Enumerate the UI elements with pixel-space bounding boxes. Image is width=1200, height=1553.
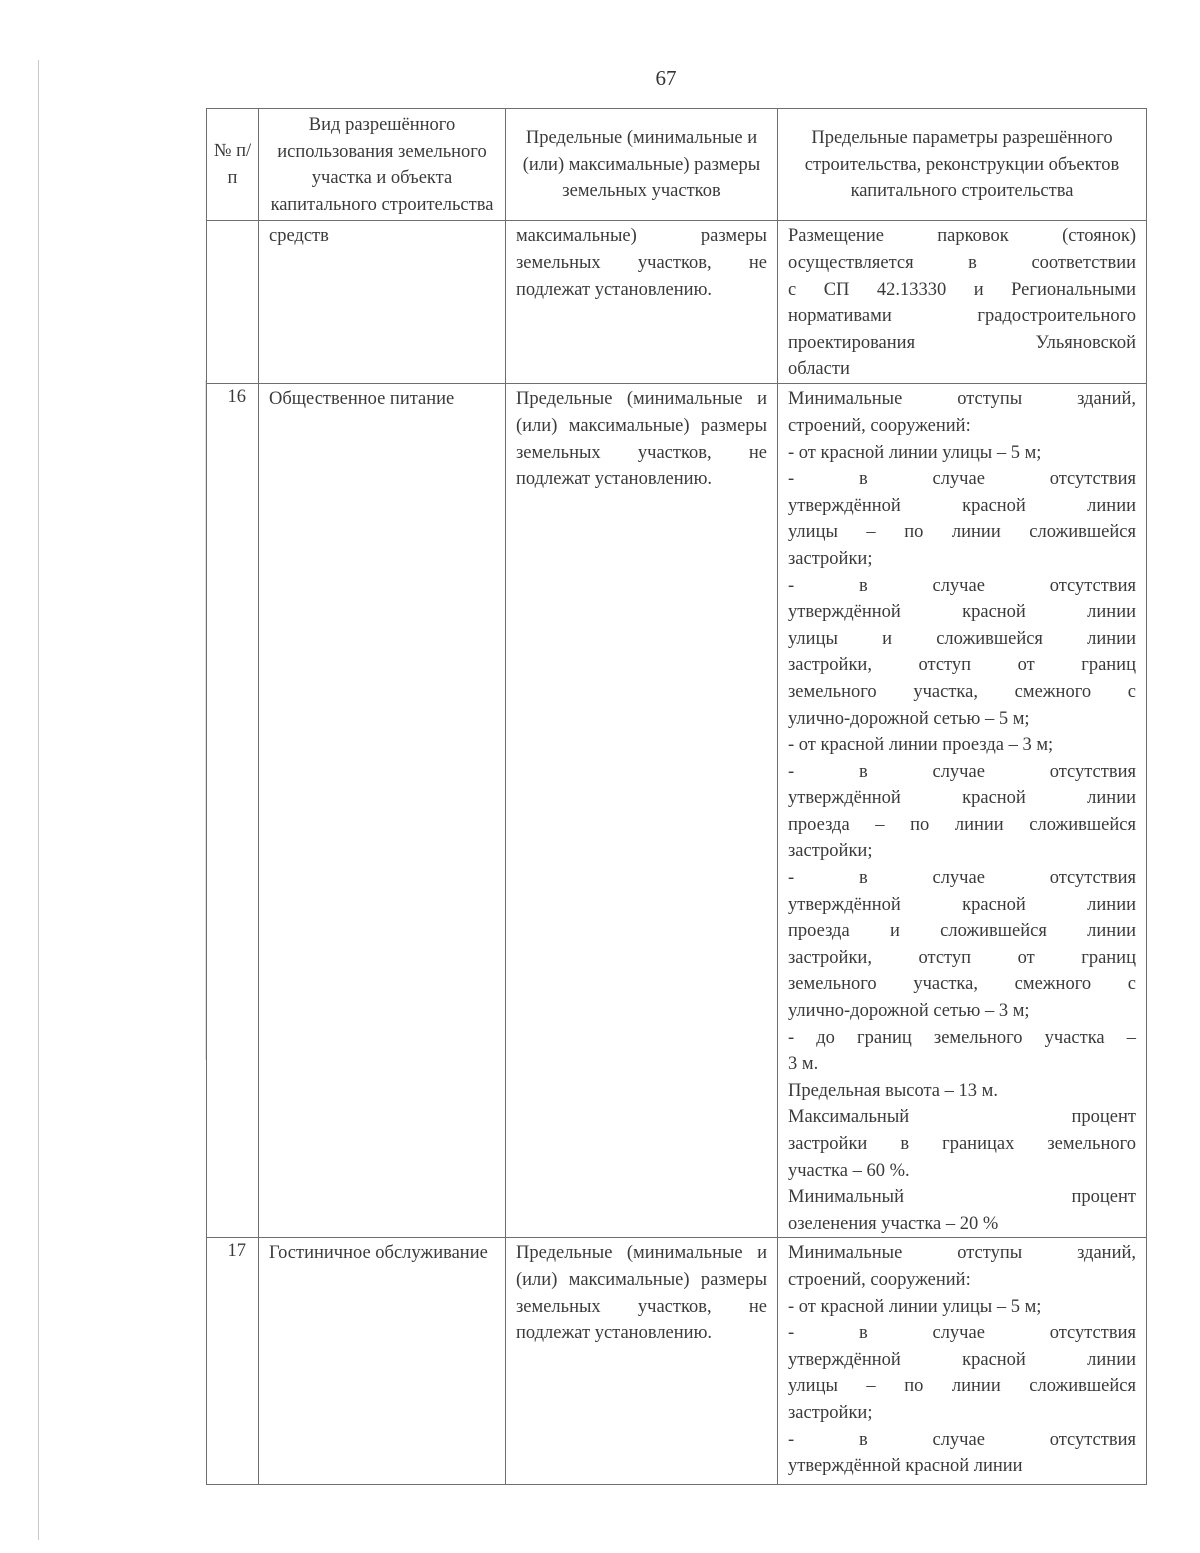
row-use-type: Общественное питание [259,384,506,1238]
table-header-row [207,109,1147,221]
text-line: озеленения участка – 20 % [788,1213,999,1234]
row-number: 17 [207,1238,259,1485]
text-line: - в случае отсутствия [788,575,1136,596]
text-line: застройки; [788,841,873,862]
text-line: проезда – по линии сложившейся [788,814,1136,835]
regulations-table [206,108,1147,1485]
text-line: Предельная высота – 13 м. [788,1080,998,1101]
row-number [207,221,259,384]
row-build-params [778,1238,1147,1485]
text-line: застройки; [788,1402,873,1423]
text-line: нормативами градостроительного [788,306,1136,327]
text-line: улицы – по линии сложившейся [788,1376,1136,1397]
text-line: Минимальный процент [788,1187,1136,1208]
text-line: строений, сооружений: [788,415,971,436]
text-line: застройки, отступ от границ [788,947,1136,968]
text-line: Размещение парковок (стоянок) [788,226,1136,247]
text-line: земельного участка, смежного с [788,974,1136,995]
text-line: - от красной линии проезда – 3 м; [788,735,1054,756]
text-line: утверждённой красной линии [788,495,1136,516]
text-line: проектирования Ульяновской [788,332,1136,353]
text-line: утверждённой красной линии [788,1456,1023,1477]
text-line: - в случае отсутствия [788,868,1136,889]
header-number: № п/п [207,109,259,221]
text-line: - в случае отсутствия [788,761,1136,782]
table-row [207,1238,1147,1485]
text-line: земельного участка, смежного с [788,681,1136,702]
text-line: застройки, отступ от границ [788,655,1136,676]
text-line: осуществляется в соответствии [788,252,1136,273]
text-line: утверждённой красной линии [788,894,1136,915]
text-line: застройки; [788,548,873,569]
text-line: утверждённой красной линии [788,1349,1136,1370]
header-use-type: Вид разрешённого использования земельного участка и объекта капитального строительства [259,109,506,221]
text-line: строений, сооружений: [788,1269,971,1290]
text-line: Минимальные отступы зданий, [788,1243,1136,1264]
header-build-params: Предельные параметры разрешённого строительства, реконструкции объектов капитального строительства [778,109,1147,221]
text-line: - в случае отсутствия [788,469,1136,490]
text-line: участка – 60 %. [788,1160,910,1181]
text-line: застройки в границах земельного [788,1134,1136,1154]
row-plot-sizes: максимальные) размеры земельных участков, не подлежат установлению. [506,221,778,384]
row-build-params [778,384,1147,1238]
table-row [207,384,1147,1238]
text-line: с СП 42.13330 и Региональными [788,279,1136,300]
text-line: улично-дорожной сетью – 5 м; [788,708,1030,729]
text-line: Минимальные отступы зданий, [788,389,1136,410]
scan-edge-line [38,60,39,1540]
text-line: улицы – по линии сложившейся [788,522,1136,543]
text-line: области [788,359,850,380]
row-use-type: средств [259,221,506,384]
text-line: утверждённой красной линии [788,788,1136,809]
text-line: проезда и сложившейся линии [788,921,1136,942]
row-plot-sizes: Предельные (минимальные и (или) максимальные) размеры земельных участков, не подлежат установлению. [506,1238,778,1485]
text-line: - в случае отсутствия [788,1429,1136,1450]
text-line: Максимальный процент [788,1107,1136,1128]
row-number: 16 [207,384,259,1238]
header-plot-sizes: Предельные (минимальные и (или) максимальные) размеры земельных участков [506,109,778,221]
row-build-params [778,221,1147,384]
row-plot-sizes: Предельные (минимальные и (или) максимальные) размеры земельных участков, не подлежат установлению. [506,384,778,1238]
text-line: 3 м. [788,1054,819,1075]
text-line: - до границ земельного участка – [788,1027,1136,1048]
text-line: - от красной линии улицы – 5 м; [788,1296,1042,1317]
text-line: улицы и сложившейся линии [788,628,1136,649]
page-number: 67 [655,66,677,90]
text-line: утверждённой красной линии [788,602,1136,623]
text-line: - от красной линии улицы – 5 м; [788,442,1042,463]
text-line: - в случае отсутствия [788,1323,1136,1344]
row-use-type: Гостиничное обслуживание [259,1238,506,1485]
table-row [207,221,1147,384]
text-line: улично-дорожной сетью – 3 м; [788,1001,1030,1022]
